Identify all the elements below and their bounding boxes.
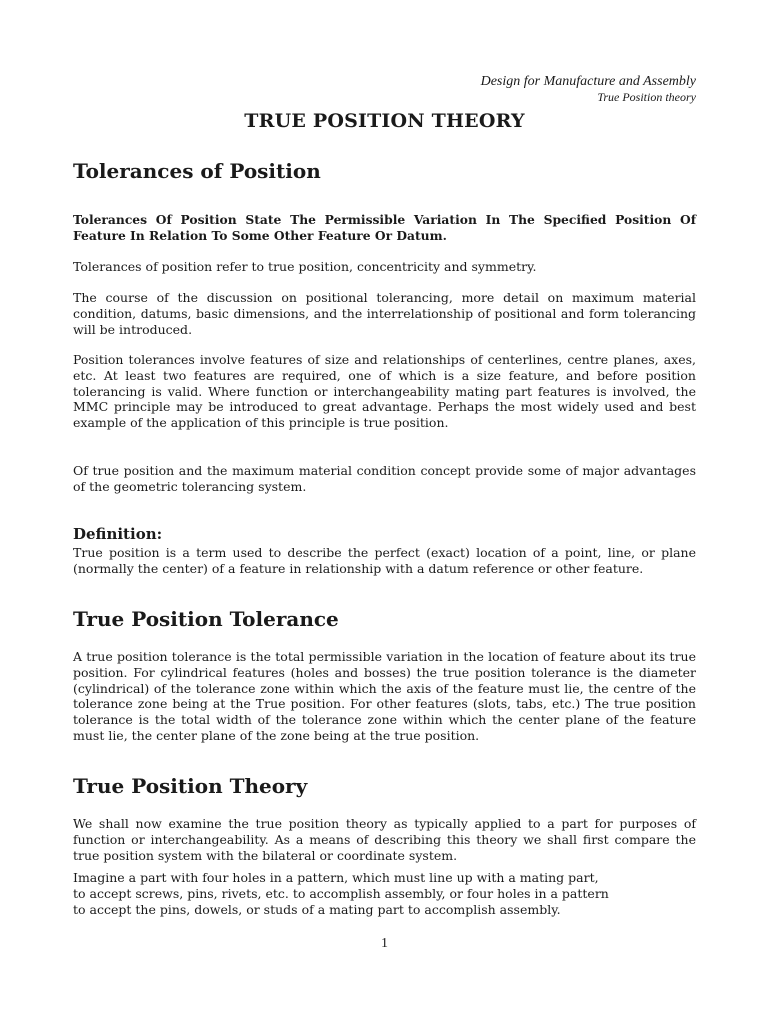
paragraph-four-holes	[73, 870, 696, 917]
heading-definition: Definition:	[73, 525, 163, 543]
paragraph-line: Imagine a part with four holes in a pattern, which must line up with a mating part,	[73, 870, 599, 885]
paragraph-true-position-tolerance: A true position tolerance is the total permissible variation in the location of feature about its true position. For cylindrical features (holes and bosses) the true position tolerance is the diameter (cylindrical) of the tolerance zone within which the axis of the feature must lie, the centre of the tolerance zone being at the True position. For other features (slots, tabs, etc.) The true position tolerance is the total width of the tolerance zone within which the center plane of the feature must lie, the center plane of the zone being at the true position.	[73, 649, 696, 743]
page-number: 1	[381, 936, 388, 951]
paragraph-line: to accept the pins, dowels, or studs of a mating part to accomplish assembly.	[73, 901, 561, 917]
heading-tolerances-of-position: Tolerances of Position	[73, 159, 321, 183]
header-course-title: Design for Manufacture and Assembly	[480, 74, 696, 89]
paragraph-course-discussion: The course of the discussion on positional tolerancing, more detail on maximum material condition, datums, basic dimensions, and the interrelationship of positional and form tolerancing will be introduced.	[73, 290, 696, 337]
document-title: TRUE POSITION THEORY	[244, 110, 525, 132]
paragraph-line: to accept screws, pins, rivets, etc. to accomplish assembly, or four holes in a pattern	[73, 885, 609, 901]
document-page	[73, 0, 696, 1024]
paragraph-definition: True position is a term used to describe the perfect (exact) location of a point, line, or plane (normally the center) of a feature in relationship with a datum reference or other feature.	[73, 545, 696, 576]
heading-true-position-tolerance: True Position Tolerance	[73, 607, 339, 631]
paragraph-tolerances-refer: Tolerances of position refer to true position, concentricity and symmetry.	[73, 259, 537, 274]
paragraph-true-position-mmc: Of true position and the maximum material condition concept provide some of major advantages of the geometric tolerancing system.	[73, 463, 696, 494]
lead-statement: Tolerances Of Position State The Permissible Variation In The Specified Position Of Feature In Relation To Some Other Feature Or Datum.	[73, 212, 696, 243]
paragraph-position-tolerances: Position tolerances involve features of size and relationships of centerlines, centre planes, axes, etc. At least two features are required, one of which is a size feature, and before position tolerancing is valid. Where function or interchangeability mating part features is involved, the MMC principle may be introduced to great advantage. Perhaps the most widely used and best example of the application of this principle is true position.	[73, 352, 696, 431]
heading-true-position-theory: True Position Theory	[73, 774, 308, 798]
running-header	[481, 74, 696, 105]
header-topic: True Position theory	[597, 90, 696, 105]
paragraph-theory-intro: We shall now examine the true position theory as typically applied to a part for purposes of function or interchangeability. As a means of describing this theory we shall first compare the true position system with the bilateral or coordinate system.	[73, 816, 696, 863]
